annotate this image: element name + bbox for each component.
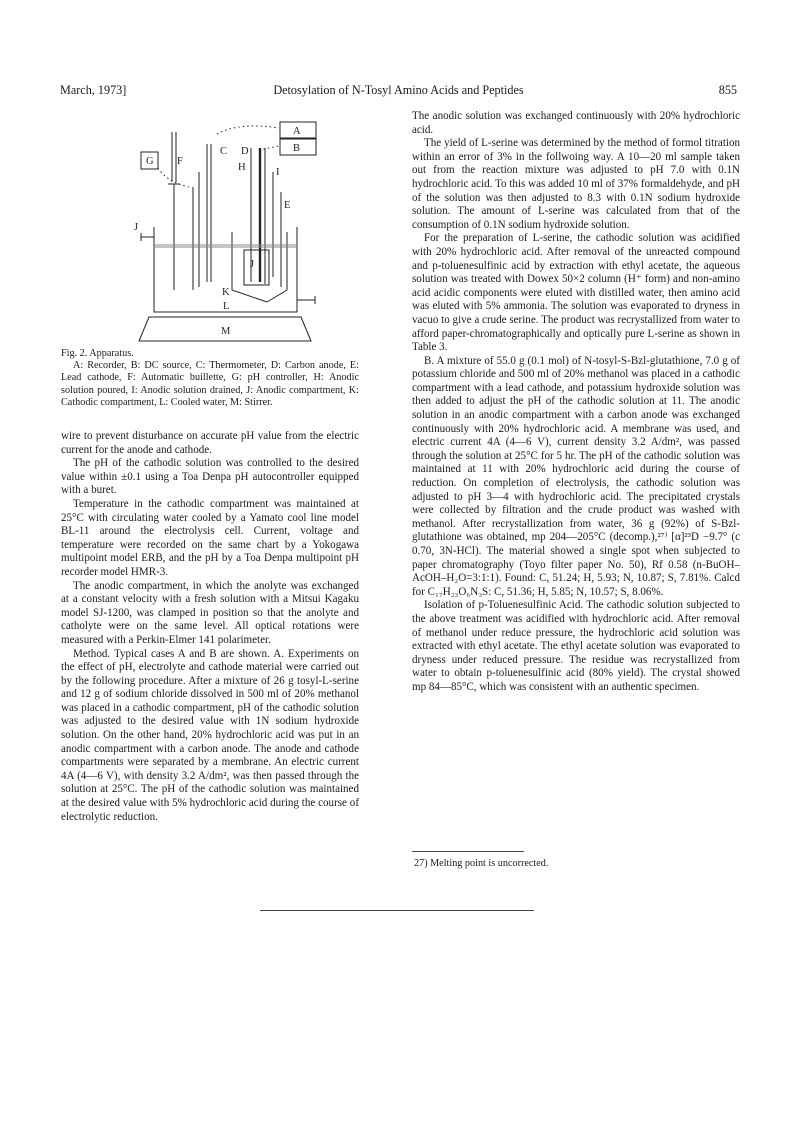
footnote: 27) Melting point is uncorrected. [414, 858, 549, 869]
figure-label-k: K [222, 287, 230, 298]
paragraph: The yield of L-serine was determined by the method of formol titration within an error of 3% in the follwoing way. A 10—20 ml sample taken out from the reaction mixture was adjusted to pH 7.0 with 0.1N hydrochloric acid. To this was added 10 ml of 37% formaldehyde, and pH of the solution was then adjusted to 8.3 with 0.1N sodium hydroxide solution. The amount of L-serine was calculated from that of the consumption of 0.1N sodium hydroxide solution. [412, 137, 740, 231]
header-title: Detosylation of N-Tosyl Amino Acids and Peptides [273, 83, 524, 97]
figure-label-d: D [241, 146, 249, 157]
figure-label-j-left: J [134, 222, 139, 233]
caption-title: Fig. 2. Apparatus. [61, 348, 134, 359]
paragraph: B. A mixture of 55.0 g (0.1 mol) of N-tosyl-S-Bzl-glutathione, 7.0 g of potassium chloride and 500 ml of 20% methanol was placed in a cathodic compartment with a lead cathode, and potassium hydroxide solution was then added to adjust the pH of the cathodic solution at 11. The anodic solution in an anodic compartment with a carbon anode was exchanged continuously with 20% hydrochloric acid. A membrane was used, and electric current 4A (4—6 V), current density 3.2 A/dm², was passed through the solution at 25°C for 5 hr. The pH of the cathodic solution was maintained at 11 with 20% hydrochloric acid during the course of reduction. On completion of electrolysis, the cathodic solution was adjusted to pH 3—4 with hydrochloric acid. The precipitated crystals were collected by filtration and the crude product was washed with methanol. After recrystallization from water, 36 g (92%) of S-Bzl-glutathione was obtained, mp 204—205°C (decomp.),²⁷⁾ [α]²³D −9.7° (c 0.70, 3N-HCl). The material showed a single spot when subjected to paper chromatography (Toyo filter paper No. 50), Rf 0.58 (n-BuOH–AcOH–H₂O=3:1:1). Found: C, 51.24; H, 5.93; N, 10.87; S, 7.81%. Calcd for C₁₇H₂₃O₆N₃S: C, 51.36; H, 5.85; N, 10.57; S, 8.06%. [412, 354, 740, 598]
running-header [60, 83, 737, 99]
apparatus-diagram [119, 112, 319, 344]
paragraph: Method. Typical cases A and B are shown. A. Experiments on the effect of pH, electrolyte and cathode material were carried out by the following procedure. After a mixture of 26 g tosyl-L-serine and 12 g of sodium chloride dissolved in 500 ml of 20% methanol was placed in a cathodic compartment, pH of the cathodic solution was adjusted to the desired value with 1N sodium hydroxide solution. On the other hand, 20% hydrochloric acid was put in an anodic compartment with a carbon anode. The anode and cathode compartments were separated by a membrane. An electric current 4A (4—6 V), with density 3.2 A/dm², was then passed through the solution at 25°C. The pH of the cathodic solution was maintained at the desired value with 5% hydrochloric acid during the course of electrolytic reduction. [61, 647, 359, 823]
caption-body: A: Recorder, B: DC source, C: Thermometer, D: Carbon anode, E: Lead cathode, F: Automatic buillette, G: pH controller, H: Anodic solution poured, I: Anodic solution drained, J: Anodic compartment, K: Cathodic compartment, L: Cooled water, M: Stirrer. [61, 360, 359, 408]
figure-label-e: E [284, 200, 291, 211]
source-wire [259, 146, 279, 150]
page-number: 855 [718, 83, 737, 97]
paragraph: The anodic compartment, in which the anolyte was exchanged at a constant velocity with a fresh solution with a Mitsui Kagaku model SJ-1200, was clamped in position so that the anolyte and catholyte were on the same level. All optical rotations were measured with a Perkin-Elmer 141 polarimeter. [61, 579, 359, 646]
figure-label-c: C [220, 146, 228, 157]
paragraph: For the preparation of L-serine, the cathodic solution was acidified with 20% hydrochloric acid. After removal of the unreacted compound and p-toluenesulfinic acid by extraction with ethyl acetate, the aqueous solution was treated with Dowex 50×2 column (H⁺ form) and non-amino acid acidic components were eluted with distilled water, then amino acid was eluted with 5% ammonia. The solution was evaporated to dryness in vacuo to give a crude serine. The product was recrystallized from water to afford paper-chromatographically and optically pure L-serine as shown in Table 3. [412, 232, 740, 354]
footnote-rule [412, 851, 524, 852]
figure-label-j: J [250, 259, 255, 270]
recorder-wire [217, 126, 279, 134]
right-column [412, 110, 740, 695]
paragraph: wire to prevent disturbance on accurate pH value from the electric current for the anode and cathode. [61, 430, 359, 456]
paragraph: Temperature in the cathodic compartment was maintained at 25°C with circulating water cooled by a Yamato cool line model BL-11 around the electrolysis cell. Current, voltage and temperature were recorded on the same chart by a Yokogawa multipoint model ERB, and the pH by a Toa Denpa multipoint pH recorder model HMR-3. [61, 497, 359, 578]
paragraph: The anodic solution was exchanged continuously with 20% hydrochloric acid. [412, 110, 740, 136]
figure-label-a: A [293, 126, 301, 137]
figure-label-h: H [238, 162, 246, 173]
apparatus-figure [119, 112, 319, 344]
figure-label-f: F [177, 156, 183, 167]
header-date: March, 1973] [60, 83, 127, 97]
paragraph: The pH of the cathodic solution was controlled to the desired value within ±0.1 using a Toa Denpa pH autocontroller equipped with a buret. [61, 457, 359, 497]
figure-caption [61, 348, 359, 409]
figure-label-g: G [146, 156, 154, 167]
figure-label-b: B [293, 143, 301, 154]
figure-label-i: I [276, 167, 280, 178]
cooling-bath [154, 227, 297, 312]
page-end-rule [260, 910, 534, 911]
figure-label-m: M [221, 326, 231, 337]
paragraph: Isolation of p-Toluenesulfinic Acid. The cathodic solution subjected to the above treatment was acidified with hydrochloric acid. After removal of methanol under reduce pressure, the hydrochloric acid solution was extracted with ethyl acetate. The ethyl acetate solution was evaporated to dryness under reduced pressure. The residue was recrystallized from water to obtain p-toluenesulfinic acid (80% yield). The crystal showed mp 84—85°C, which was consistent with an authentic specimen. [412, 599, 740, 693]
left-column [61, 430, 359, 824]
figure-label-l: L [223, 301, 230, 312]
